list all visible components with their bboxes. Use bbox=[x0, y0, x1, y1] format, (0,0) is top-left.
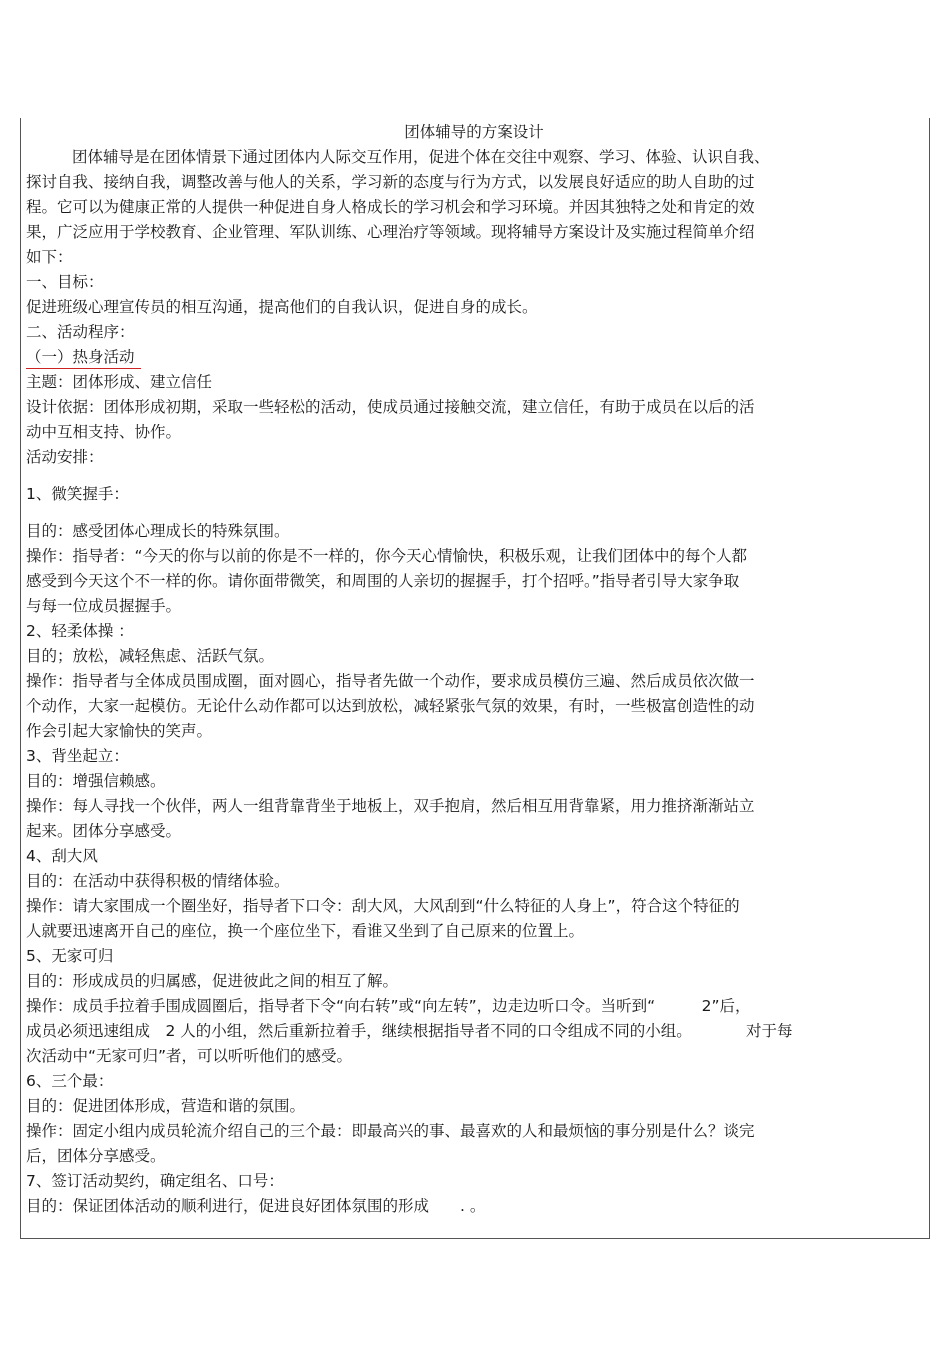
theme-line: 主题：团体形成、建立信任 bbox=[26, 373, 213, 391]
activity-operation: 成员必须迅速组成 2 人的小组，然后重新拉着手，继续根据指导者不同的口令组成不同的小组。 对于每 bbox=[26, 1022, 793, 1040]
activity-title: 1、微笑握手： bbox=[26, 485, 129, 503]
activity-operation: 与每一位成员握握手。 bbox=[26, 597, 182, 615]
activity-operation: 操作：固定小组内成员轮流介绍自己的三个最：即最高兴的事、最喜欢的人和最烦恼的事分别是什么？谈完 bbox=[26, 1122, 755, 1140]
activity-operation: 人就要迅速离开自己的座位，换一个座位坐下，看谁又坐到了自己原来的位置上。 bbox=[26, 922, 585, 940]
activity-purpose: 目的：促进团体形成，营造和谐的氛围。 bbox=[26, 1097, 306, 1115]
activity-purpose: 目的：在活动中获得积极的情绪体验。 bbox=[26, 872, 290, 890]
activity-purpose: 目的：感受团体心理成长的特殊氛围。 bbox=[26, 522, 290, 540]
activity-operation: 操作：指导者与全体成员围成圈，面对圆心，指导者先做一个动作，要求成员模仿三遍、然后成员依次做一 bbox=[26, 672, 755, 690]
activity-purpose: 目的：增强信赖感。 bbox=[26, 772, 166, 790]
document-body bbox=[26, 120, 922, 1219]
activity-purpose: 目的；放松，减轻焦虑、活跃气氛。 bbox=[26, 647, 275, 665]
activity-title: 6、三个最： bbox=[26, 1072, 114, 1090]
activity-title: 7、签订活动契约，确定组名、口号： bbox=[26, 1172, 284, 1190]
basis-line: 动中互相支持、协作。 bbox=[26, 423, 182, 441]
activity-operation: 后，团体分享感受。 bbox=[26, 1147, 166, 1165]
activity-purpose: 目的：形成成员的归属感，促进彼此之间的相互了解。 bbox=[26, 972, 399, 990]
activity-operation: 操作：指导者：“今天的你与以前的你是不一样的，你今天心情愉快，积极乐观，让我们团体中的每个人都 bbox=[26, 547, 748, 565]
goal-heading: 一、目标： bbox=[26, 273, 104, 291]
activity-operation: 感受到今天这个不一样的你。请你面带微笑，和周围的人亲切的握握手，打个招呼。”指导者引导大家争取 bbox=[26, 572, 740, 590]
intro-line: 果，广泛应用于学校教育、企业管理、军队训练、心理治疗等领域。现将辅导方案设计及实施过程简单介绍 bbox=[26, 223, 755, 241]
activity-title: 4、刮大风 bbox=[26, 847, 98, 865]
activity-title: 3、背坐起立： bbox=[26, 747, 129, 765]
program-heading: 二、活动程序： bbox=[26, 323, 135, 341]
document-title: 团体辅导的方案设计 bbox=[404, 123, 544, 141]
activity-title: 2、轻柔体操 ： bbox=[26, 622, 134, 640]
basis-line: 设计依据：团体形成初期，采取一些轻松的活动，使成员通过接触交流，建立信任，有助于成员在以后的活 bbox=[26, 398, 755, 416]
warmup-heading: （一）热身活动 bbox=[26, 347, 141, 369]
activity-operation: 操作：每人寻找一个伙伴，两人一组背靠背坐于地板上，双手抱肩，然后相互用背靠紧，用力推挤渐渐站立 bbox=[26, 797, 755, 815]
intro-line: 如下： bbox=[26, 248, 73, 266]
intro-line: 团体辅导是在团体情景下通过团体内人际交互作用，促进个体在交往中观察、学习、体验、认识自我、 bbox=[72, 148, 770, 166]
activity-operation: 操作：成员手拉着手围成圆圈后，指导者下令“向右转”或“向左转”，边走边听口令。当听到“ 2”后， bbox=[26, 997, 751, 1015]
activity-operation: 作会引起大家愉快的笑声。 bbox=[26, 722, 213, 740]
activity-operation: 操作：请大家围成一个圈坐好，指导者下口令：刮大风，大风刮到“什么特征的人身上”，符合这个特征的 bbox=[26, 897, 740, 915]
activity-operation: 次活动中“无家可归”者，可以听听他们的感受。 bbox=[26, 1047, 353, 1065]
activity-operation: 个动作，大家一起模仿。无论什么动作都可以达到放松，减轻紧张气氛的效果，有时，一些极富创造性的动 bbox=[26, 697, 755, 715]
intro-line: 程。它可以为健康正常的人提供一种促进自身人格成长的学习机会和学习环境。并因其独特之处和肯定的效 bbox=[26, 198, 755, 216]
activity-operation: 起来。团体分享感受。 bbox=[26, 822, 182, 840]
intro-line: 探讨自我、接纳自我，调整改善与他人的关系，学习新的态度与行为方式，以发展良好适应的助人自助的过 bbox=[26, 173, 755, 191]
goal-text: 促进班级心理宣传员的相互沟通，提高他们的自我认识，促进自身的成长。 bbox=[26, 298, 538, 316]
activity-title: 5、无家可归 bbox=[26, 947, 114, 965]
arrangement-label: 活动安排： bbox=[26, 448, 104, 466]
activity-purpose: 目的：保证团体活动的顺利进行，促进良好团体氛围的形成 . 。 bbox=[26, 1197, 486, 1215]
